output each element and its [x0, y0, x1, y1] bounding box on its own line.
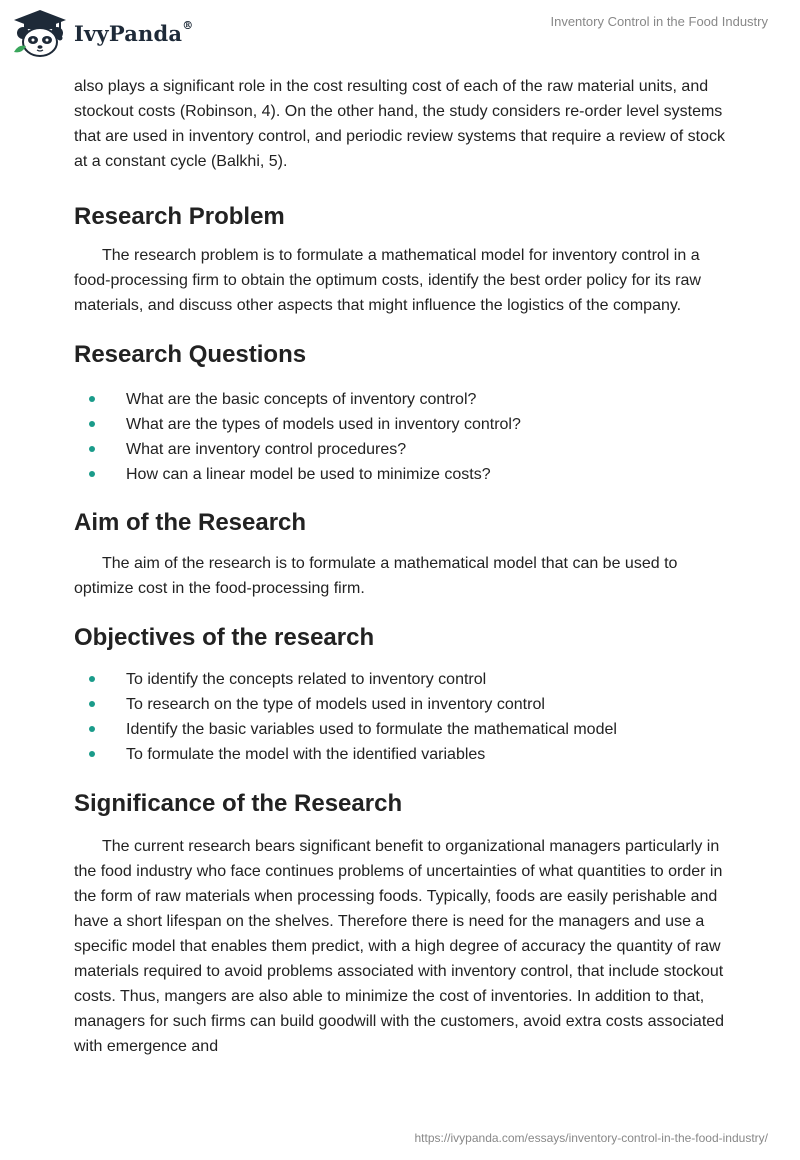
list-item: To formulate the model with the identified variables	[74, 742, 734, 767]
intro-paragraph: also plays a significant role in the cost resulting cost of each of the raw material units, and stockout costs (Robinson, 4). On the other hand, the study considers re-order level systems that are used in inventory control, and periodic review systems that require a review of stock at a constant cycle (Balkhi, 5).	[74, 78, 725, 170]
bullet-icon	[89, 701, 95, 707]
bullet-icon	[89, 726, 95, 732]
essay-content	[74, 74, 734, 1059]
heading-research-problem: Research Problem	[74, 203, 285, 230]
list-item: Identify the basic variables used to formulate the mathematical model	[74, 717, 734, 742]
objectives-list	[74, 667, 734, 767]
bullet-icon	[89, 421, 95, 427]
research-problem-paragraph: The research problem is to formulate a mathematical model for inventory control in a food-processing firm to obtain the optimum costs, identify the best order policy for its raw materials, and discuss other aspects that might influence the logistics of the company.	[74, 247, 701, 314]
list-item: What are the basic concepts of inventory control?	[74, 387, 734, 412]
list-item: To research on the type of models used in inventory control	[74, 692, 734, 717]
bullet-icon	[89, 396, 95, 402]
heading-research-questions: Research Questions	[74, 341, 307, 368]
source-url[interactable]: https://ivypanda.com/essays/inventory-control-in-the-food-industry/	[414, 1131, 768, 1145]
page-header	[0, 0, 800, 66]
heading-aim: Aim of the Research	[74, 509, 307, 536]
list-item: What are the types of models used in inventory control?	[74, 412, 734, 437]
heading-objectives: Objectives of the research	[74, 624, 375, 651]
registered-mark: ®	[182, 18, 194, 32]
bullet-icon	[89, 676, 95, 682]
aim-paragraph: The aim of the research is to formulate a mathematical model that can be used to optimize cost in the food-processing firm.	[74, 555, 678, 597]
research-questions-list	[74, 387, 734, 487]
list-item: How can a linear model be used to minimize costs?	[74, 462, 734, 487]
bullet-icon	[89, 751, 95, 757]
bullet-icon	[89, 471, 95, 477]
logo-wordmark: IvyPanda®	[74, 18, 194, 46]
list-item: To identify the concepts related to inventory control	[74, 667, 734, 692]
ivypanda-logo[interactable]	[12, 8, 193, 58]
document-title: Inventory Control in the Food Industry	[550, 14, 768, 29]
panda-logo-icon	[12, 8, 68, 58]
heading-significance: Significance of the Research	[74, 790, 403, 817]
significance-paragraph: The current research bears significant benefit to organizational managers particularly in the food industry who face continues problems of uncertainties of what quantities to order in the form of raw materials when processing foods. Typically, foods are easily perishable and have a short lifespan on the shelves. Therefore there is need for the managers and use a specific model that enables them predict, with a high degree of accuracy the quantity of raw materials required to avoid problems associated with inventory control, that include stockout costs. Thus, mangers are also able to minimize the cost of inventories. In addition to that, managers for such firms can build goodwill with the customers, avoid extra costs associated with emergence and	[74, 838, 725, 1055]
bullet-icon	[89, 446, 95, 452]
list-item: What are inventory control procedures?	[74, 437, 734, 462]
